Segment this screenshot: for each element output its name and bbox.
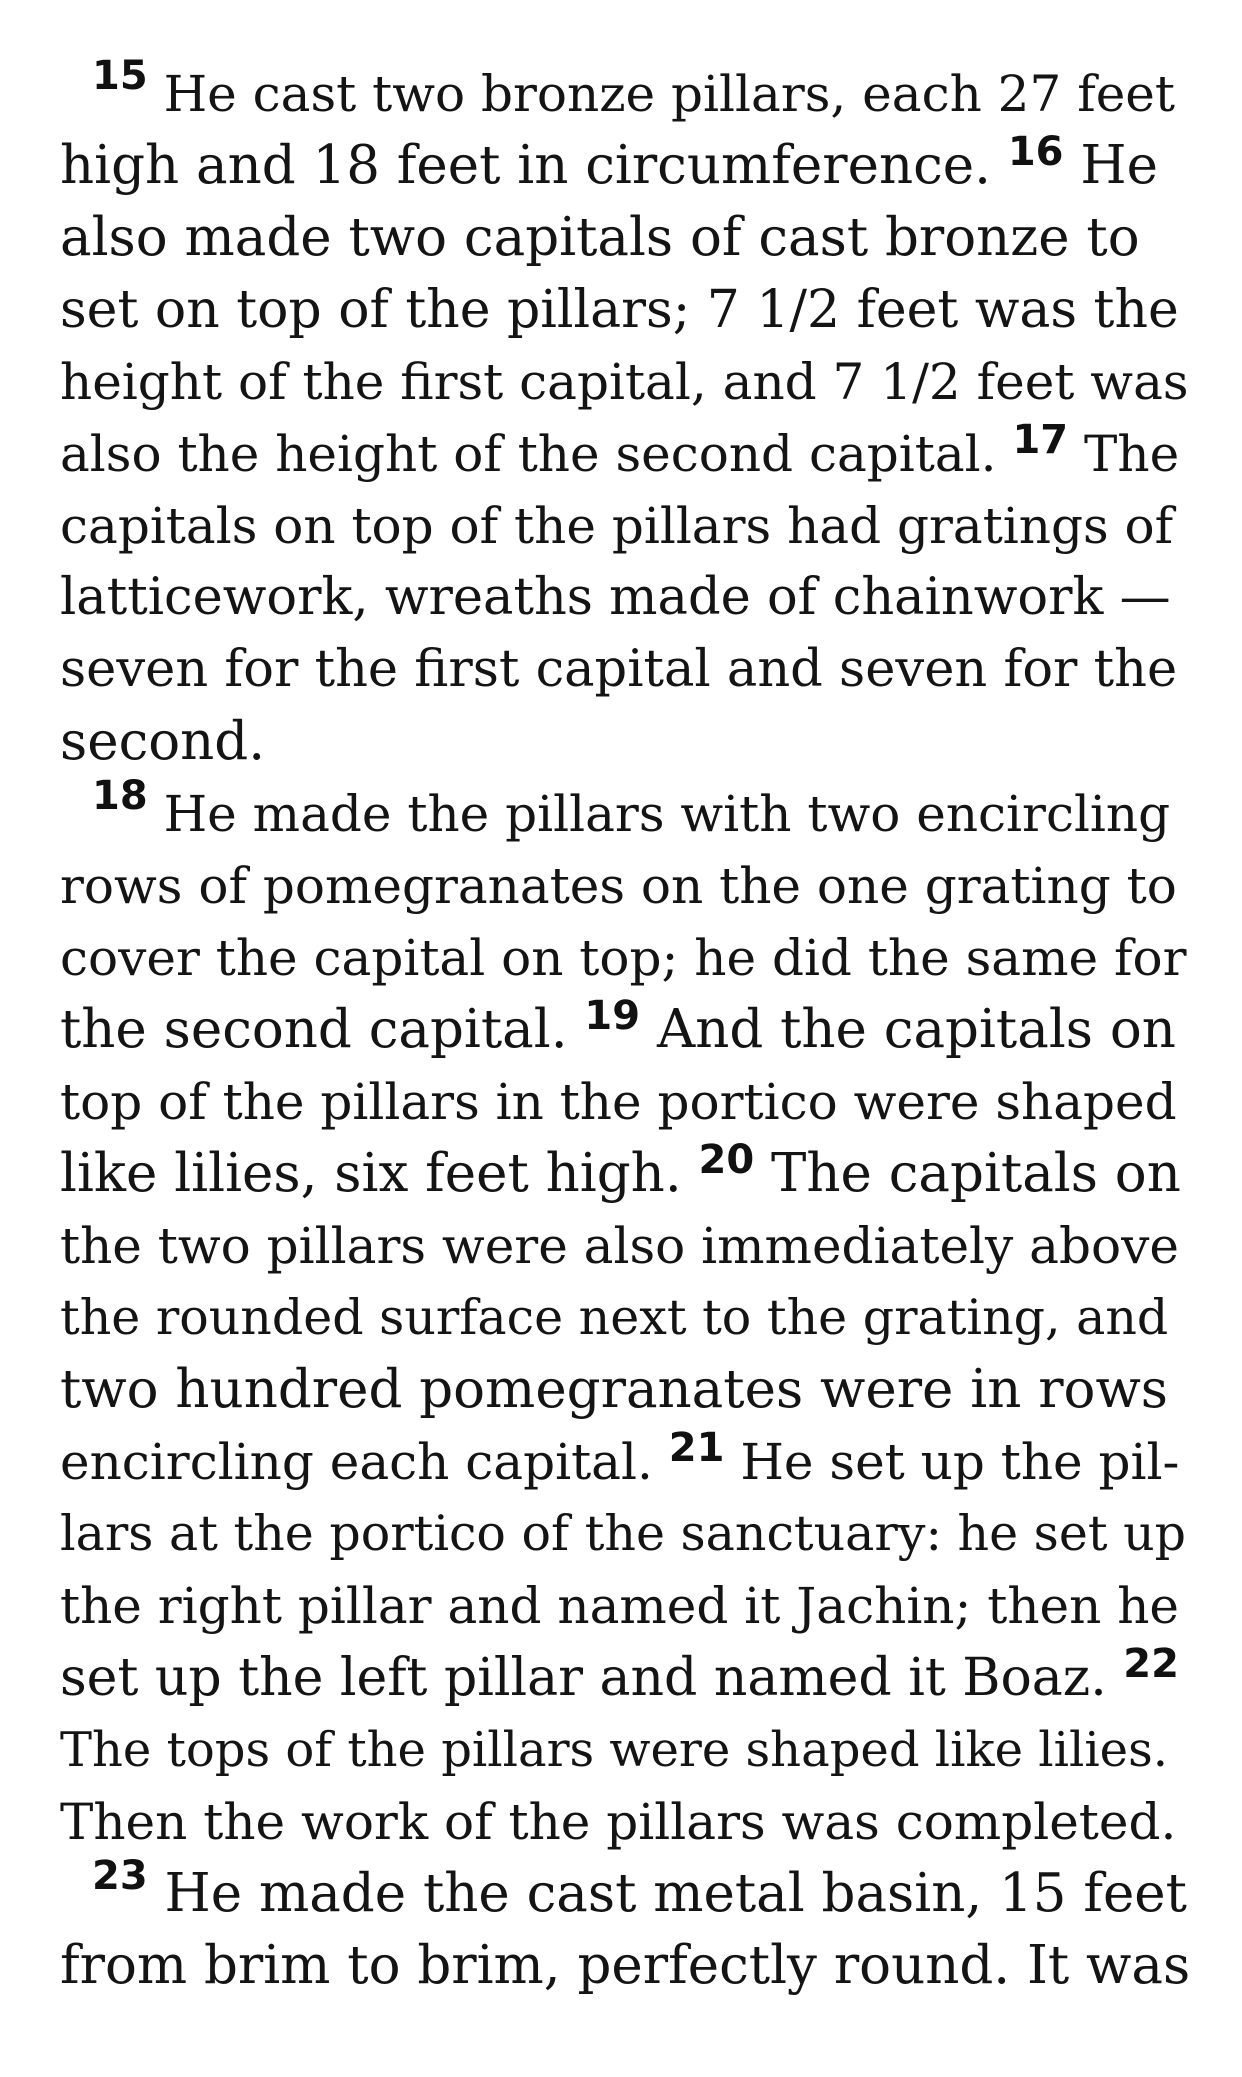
text-line [60,418,1190,490]
text-line [60,706,1190,778]
verse-text: the rounded surface next to the grating, and [60,1289,1169,1346]
reading-pane [60,53,1191,2002]
verse-text: second. [60,711,266,772]
text-line [60,1426,1190,1498]
text-line [60,274,1190,346]
text-line [60,1930,1190,2002]
verse-text: He cast two bronze pillars, each 27 feet [147,65,1175,123]
text-line [60,1714,1190,1786]
verse-number: 16 [1007,129,1064,175]
text-line [60,1642,1190,1714]
text-line [60,1786,1190,1858]
text-line [60,1354,1190,1426]
verse-number: 17 [1012,417,1069,463]
text-line [60,1066,1190,1138]
text-line [60,1853,1190,1930]
verse-text: two hundred pomegranates were in rows [60,1359,1169,1420]
text-line [60,346,1190,418]
verse-text: He made the cast metal basin, 15 feet [147,1863,1187,1924]
verse-number: 23 [92,1853,148,1899]
verse-text: lars at the portico of the sanctuary: he set up [60,1505,1187,1562]
verse-text: latticework, wreaths made of chainwork — [60,568,1171,627]
verse-text: Then the work of the pillars was completed. [60,1793,1177,1851]
text-line [60,202,1190,274]
verse-text: The tops of the pillars were shaped like lilies. [60,1722,1168,1778]
verse-text: high and 18 feet in circumference. [60,135,1008,196]
verse-text: He [1063,135,1158,196]
verse-number: 15 [92,53,148,99]
verse-text: seven for the first capital and seven for the [60,640,1178,699]
verse-text: the right pillar and named it Jachin; then he [60,1577,1180,1635]
verse-text: height of the first capital, and 7 1/2 feet was [60,353,1189,411]
verse-text: And the capitals on [640,999,1176,1060]
text-line [60,994,1190,1066]
text-line [60,490,1190,562]
verse-text: also made two capitals of cast bronze to [60,207,1140,268]
verse-number: 22 [1123,1641,1179,1687]
verse-text: cover the capital on top; he did the same for [60,929,1187,987]
verse-number: 21 [668,1425,725,1471]
text-line [60,562,1190,634]
verse-text: top of the pillars in the portico were shaped [60,1073,1177,1131]
verse-text: set on top of the pillars; 7 1/2 feet was the [60,280,1179,340]
verse-text: He made the pillars with two encircling [147,785,1171,843]
verse-text: also the height of the second capital. [60,425,1013,483]
text-line [60,130,1190,202]
text-line [60,53,1190,130]
verse-text: The [1068,425,1180,483]
verse-text: rows of pomegranates on the one grating to [60,857,1177,915]
text-line [60,634,1190,706]
verse-text: like lilies, six feet high. [60,1143,699,1204]
text-line [60,1498,1190,1570]
verse-text: capitals on top of the pillars had gratings of [60,497,1174,555]
text-line [60,922,1190,994]
text-line [60,1570,1190,1642]
text-line [60,1138,1190,1210]
verse-text: the two pillars were also immediately above [60,1217,1179,1275]
text-line [60,850,1190,922]
verse-number: 18 [92,773,148,819]
verse-text: encircling each capital. [60,1433,669,1491]
text-line [60,1210,1190,1282]
verse-number: 19 [584,993,641,1039]
verse-text: set up the left pillar and named it Boaz. [60,1648,1124,1708]
verse-number: 20 [698,1137,755,1183]
text-line [60,773,1190,850]
verse-text: from brim to brim, perfectly round. It was [60,1935,1191,1996]
text-line [60,1282,1190,1354]
verse-text: the second capital. [60,999,585,1060]
verse-text: The capitals on [754,1143,1181,1204]
verse-text: He set up the pil- [724,1433,1180,1491]
